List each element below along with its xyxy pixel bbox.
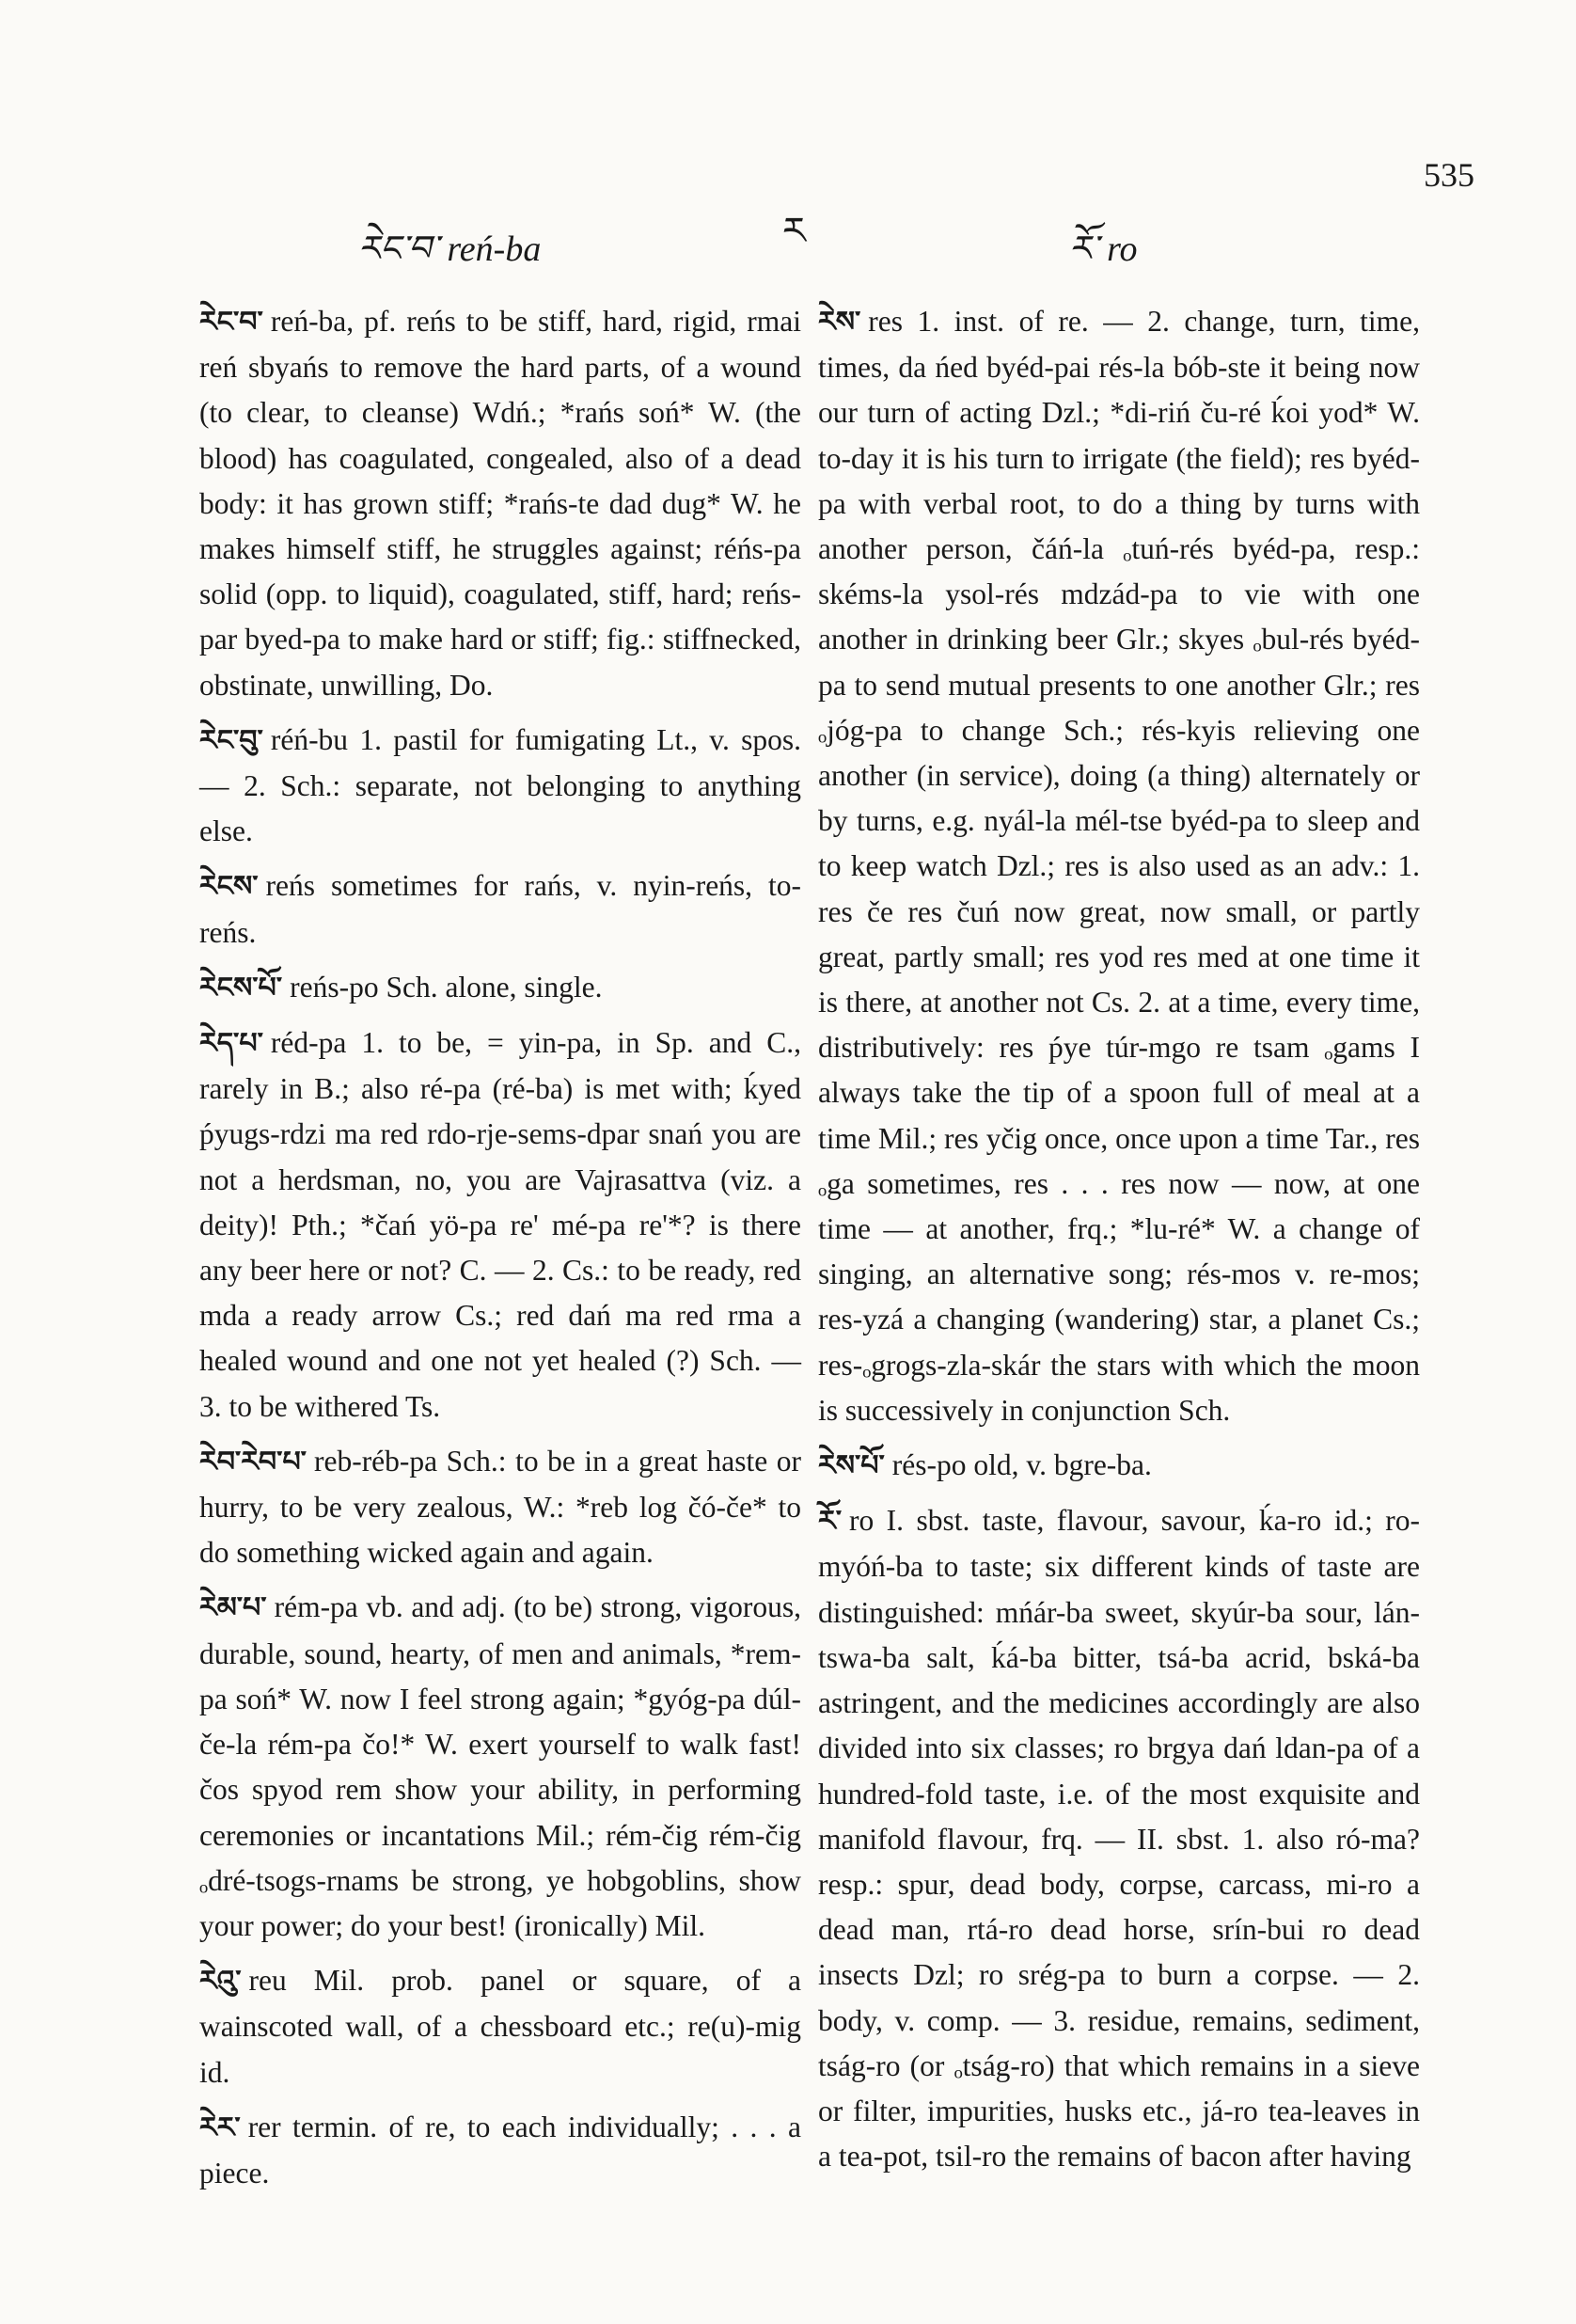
dictionary-entry xyxy=(199,1020,801,1430)
entry-tibetan-headword: རེབ་རེབ་པ་ xyxy=(199,1445,307,1478)
dictionary-entry xyxy=(199,1439,801,1576)
entry-text: ro I. sbst. taste, flavour, savour, ḱa-ro id.; ro-myóń-ba to taste; six different kinds of taste are distinguished: mńár-ba sweet, skyúr-ba sour, lán-tswa-ba salt, ḱá-ba bitter, tsá-ba acrid, bská-ba astringent, and the medicines accordingly are also divided into six classes; ro brgya dań ldan-pa of a hundred-fold taste, i.e. of the most exquisite and manifold flavour, frq. — II. sbst. 1. also ró-ma? resp.: spur, dead body, corpse, carcass, mi-ro a dead man, rtá-ro dead horse, srín-bui ro dead insects Dzl; ro srég-pa to burn a corpse. — 2. body, v. comp. — 3. residue, remains, sediment, tság-ro (or ₒtság-ro) that which remains in a sieve or filter, impurities, husks etc., já-ro tea-leaves in a tea-pot, tsil-ro the remains of bacon after having xyxy=(818,1504,1420,2174)
entry-text: réń-bu 1. pastil for fumigating Lt., v. spos. — 2. Sch.: separate, not belonging to anything else. xyxy=(199,722,801,848)
entry-tibetan-headword: རེར་ xyxy=(199,2111,241,2144)
entry-text: reńs-po Sch. alone, single. xyxy=(290,970,603,1004)
entry-tibetan-headword: རེས་ xyxy=(818,306,861,339)
dictionary-entry xyxy=(199,718,801,855)
dictionary-entry xyxy=(199,965,801,1011)
dictionary-entry xyxy=(199,1585,801,1949)
entry-tibetan-headword: རེངས་ xyxy=(199,870,259,904)
entry-text: reb-réb-pa Sch.: to be in a great haste or hurry, to be very zealous, W.: *reb log čó-če* to do something wicked again and again. xyxy=(199,1444,801,1570)
entry-text: res 1. inst. of re. — 2. change, turn, time, times, da ńed byéd-pai rés-la bób-ste it being now our turn of acting Dzl.; *di-riń ču-ré ḱoi yod* W. to-day it is his turn to irrigate (the field); res byéd-pa with verbal root, to do a thing by turns with another person, čáń-la ₒtuń-rés byéd-pa, resp.: skéms-la ysol-rés mdzád-pa to vie with one another in drinking beer Glr.; skyes ₒbul-rés byéd-pa to send mutual presents to one another Glr.; res ₒjóg-pa to change Sch.; rés-kyis relieving one another (in service), doing (a thing) alternately or by turns, e.g. nyál-la mél-tse byéd-pa to sleep and to keep watch Dzl.; res is also used as an adv.: 1. res če res čuń now great, now small, or partly great, partly small; res yod res med at one time it is there, at another not Cs. 2. at a time, every time, distributively: res ṕye túr-mgo re tsam ₒgams I always take the tip of a spoon full of meal at a time Mil.; res yčig once, once upon a time Tar., res ₒga sometimes, res . . . res now — now, at one time — at another, frq.; *lu-ré* W. a change of singing, an alternative song; rés-mos v. re-mos; res-yzá a changing (wandering) star, a planet Cs.; res-ₒgrogs-zla-skár the stars with which the moon is successively in conjunction Sch. xyxy=(818,305,1420,1427)
running-head-left: ཪེང་བ་ reń-ba xyxy=(357,229,542,269)
page-number: 535 xyxy=(1424,156,1474,194)
entry-text: reń-ba, pf. reńs to be stiff, hard, rigid, rmai reń sbyańs to remove the hard parts, of a wound (to clear, to cleanse) Wdń.; *rańs soń* W. (the blood) has coagulated, congealed, also of a dead body: it has grown stiff; *rańs-te dad dug* W. he makes himself stiff, he struggles against; réńs-pa solid (opp. to liquid), coagulated, stiff, hard; reńs-par byed-pa to make hard or stiff; fig.: stiffnecked, obstinate, unwilling, Do. xyxy=(199,305,801,702)
entry-tibetan-headword: རེད་པ་ xyxy=(199,1027,263,1061)
dictionary-entry xyxy=(818,1498,1420,2179)
entry-tibetan-headword: རེང་བུ་ xyxy=(199,723,263,757)
dictionary-entry xyxy=(199,1958,801,2095)
left-column xyxy=(199,299,801,2205)
entry-tibetan-headword: རོ་ xyxy=(818,1505,842,1539)
entry-tibetan-headword: རེའུ་ xyxy=(199,1965,242,1999)
entry-tibetan-headword: རེམ་པ་ xyxy=(199,1591,267,1625)
dictionary-entry xyxy=(199,299,801,708)
running-head-right: རོ་ ro xyxy=(1068,229,1138,269)
right-column xyxy=(818,299,1420,2189)
entry-tibetan-headword: རེངས་པོ་ xyxy=(199,971,283,1004)
entry-text: reu Mil. prob. panel or square, of a wainscoted wall, of a chessboard etc.; re(u)-mig id. xyxy=(199,1964,801,2089)
entry-tibetan-headword: རེང་བ་ xyxy=(199,306,263,339)
entry-text: rém-pa vb. and adj. (to be) strong, vigorous, durable, sound, hearty, of men and animals, *rem-pa soń* W. now I feel strong again; *gyóg-pa dúl-če-la rém-pa čo!* W. exert yourself to walk fast! čos spyod rem show your ability, in performing ceremonies or incantations Mil.; rém-čig rém-čig ₒdré-tsogs-rnams be strong, ye hobgoblins, show your power; do your best! (ironically) Mil. xyxy=(199,1590,801,1942)
entry-text: rer termin. of re, to each individually; . . . a piece. xyxy=(199,2110,801,2190)
entry-text: reńs sometimes for rańs, v. nyin-reńs, to-reńs. xyxy=(199,869,801,949)
dictionary-entry xyxy=(199,863,801,955)
running-head-letter: ར xyxy=(782,210,806,252)
dictionary-entry xyxy=(818,299,1420,1433)
entry-text: rés-po old, v. bgre-ba. xyxy=(891,1448,1152,1482)
entry-text: réd-pa 1. to be, = yin-pa, in Sp. and C., rarely in B.; also ré-pa (ré-ba) is met with; ḱyed ṕyugs-rdzi ma red rdo-rje-sems-dpar snań you are not a herdsman, no, you are Vajrasattva (viz. a deity)! Pth.; *čań yö-pa re' mé-pa re'*? is there any beer here or not? C. — 2. Cs.: to be ready, red mda a ready arrow Cs.; red dań ma red rma a healed wound and one not yet healed (?) Sch. — 3. to be withered Ts. xyxy=(199,1026,801,1423)
entry-tibetan-headword: རེས་པོ་ xyxy=(818,1449,885,1483)
dictionary-entry xyxy=(199,2105,801,2196)
dictionary-entry xyxy=(818,1443,1420,1489)
